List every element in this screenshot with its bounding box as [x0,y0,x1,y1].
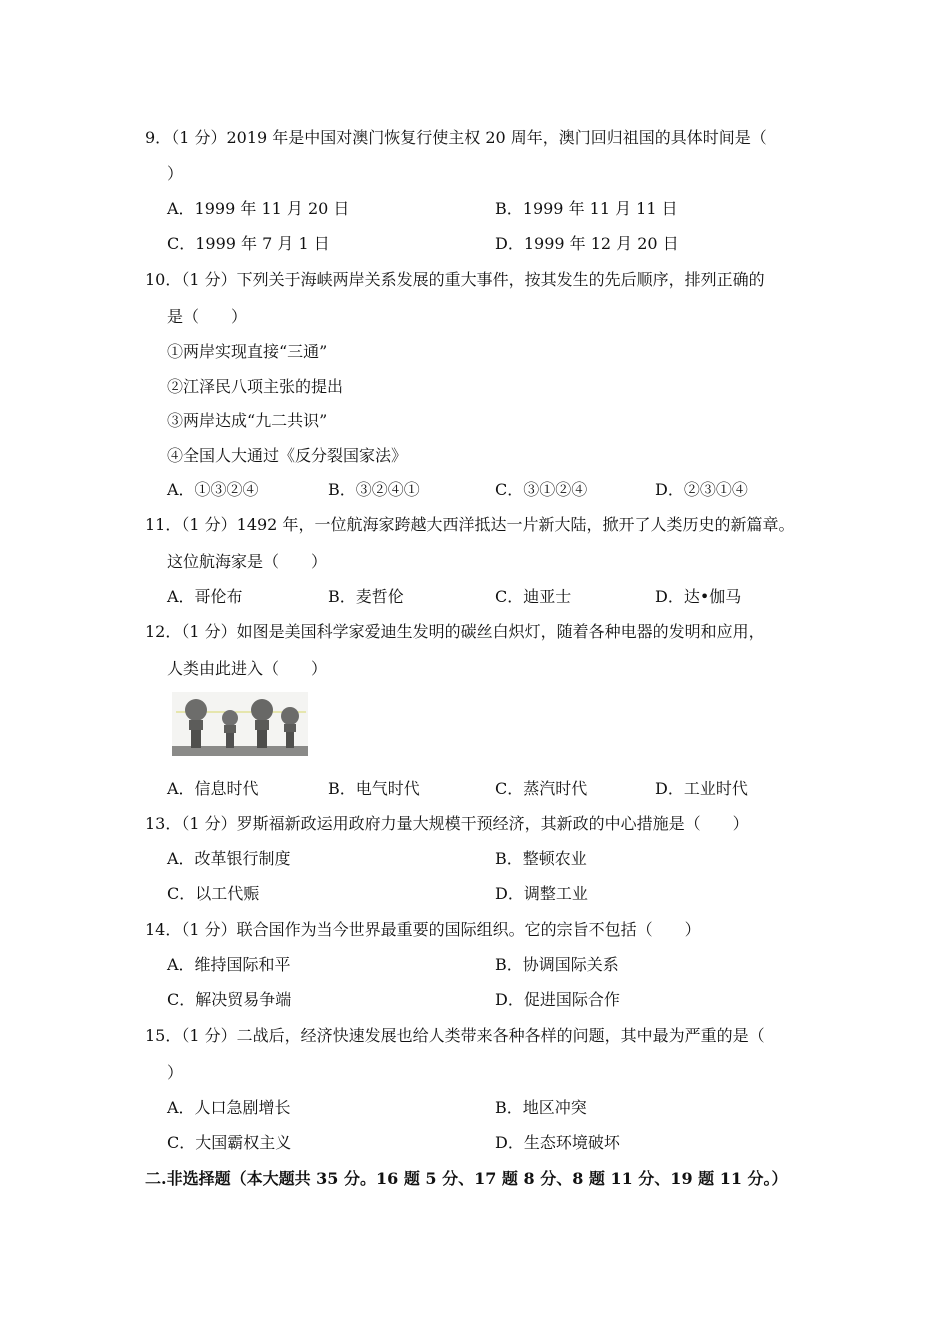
question-14-option-a: A．维持国际和平 [167,955,291,974]
question-9-stem: 9．（1 分）2019 年是中国对澳门恢复行使主权 20 周年，澳门回归祖国的具体时间是（ [145,128,767,147]
question-13-option-a: A．改革银行制度 [167,849,291,868]
question-12-option-a: A．信息时代 [167,779,259,798]
question-9-stem-cont: ） [167,164,184,183]
question-14-stem: 14．（1 分）联合国作为当今世界最重要的国际组织。它的宗旨不包括（ ） [145,920,701,939]
question-12-option-b: B．电气时代 [328,779,420,798]
question-11-stem-cont: 这位航海家是（ ） [167,552,328,571]
question-10-item-3: ③两岸达成“九二共识” [167,411,328,430]
question-11-option-d: D．达•伽马 [655,587,742,606]
question-10-option-a: A．①③②④ [167,480,259,499]
question-14-option-c: C．解决贸易争端 [167,990,292,1009]
question-9-option-a: A．1999 年 11 月 20 日 [167,199,350,218]
question-15-stem-cont: ） [167,1063,184,1082]
question-13-stem: 13．（1 分）罗斯福新政运用政府力量大规模干预经济，其新政的中心措施是（ ） [145,814,749,833]
incandescent-lamp-figure [172,692,308,756]
question-14-option-b: B．协调国际关系 [495,955,619,974]
question-11-stem: 11．（1 分）1492 年，一位航海家跨越大西洋抵达一片新大陆，掀开了人类历史的新篇章。 [145,515,795,534]
question-15-option-b: B．地区冲突 [495,1098,587,1117]
question-14-option-d: D．促进国际合作 [495,990,620,1009]
question-12-option-d: D．工业时代 [655,779,748,798]
question-9-option-c: C．1999 年 7 月 1 日 [167,234,330,253]
question-11-option-b: B．麦哲伦 [328,587,404,606]
section-2-heading: 二.非选择题（本大题共 35 分。16 题 5 分、17 题 8 分、8 题 11 分、19 题 11 分。） [145,1169,788,1188]
question-10-stem: 10．（1 分）下列关于海峡两岸关系发展的重大事件，按其发生的先后顺序，排列正确的 [145,270,765,289]
question-10-option-c: C．③①②④ [495,480,588,499]
question-15-option-c: C．大国霸权主义 [167,1133,292,1152]
question-13-option-c: C．以工代赈 [167,884,260,903]
question-11-option-c: C．迪亚士 [495,587,572,606]
question-10-stem-cont: 是（ ） [167,307,248,326]
question-10-item-4: ④全国人大通过《反分裂国家法》 [167,446,408,465]
question-10-item-1: ①两岸实现直接“三通” [167,342,328,361]
question-12-option-c: C．蒸汽时代 [495,779,588,798]
question-12-stem: 12．（1 分）如图是美国科学家爱迪生发明的碳丝白炽灯，随着各种电器的发明和应用， [145,622,765,641]
question-10-option-d: D．②③①④ [655,480,748,499]
question-15-stem: 15．（1 分）二战后，经济快速发展也给人类带来各种各样的问题，其中最为严重的是（ [145,1026,765,1045]
question-10-option-b: B．③②④① [328,480,420,499]
question-9-option-d: D．1999 年 12 月 20 日 [495,234,679,253]
question-11-option-a: A．哥伦布 [167,587,243,606]
question-13-option-d: D．调整工业 [495,884,588,903]
question-10-item-2: ②江泽民八项主张的提出 [167,377,344,396]
question-12-stem-cont: 人类由此进入（ ） [167,659,328,678]
question-15-option-d: D．生态环境破坏 [495,1133,620,1152]
question-9-option-b: B．1999 年 11 月 11 日 [495,199,678,218]
question-15-option-a: A．人口急剧增长 [167,1098,291,1117]
question-13-option-b: B．整顿农业 [495,849,587,868]
